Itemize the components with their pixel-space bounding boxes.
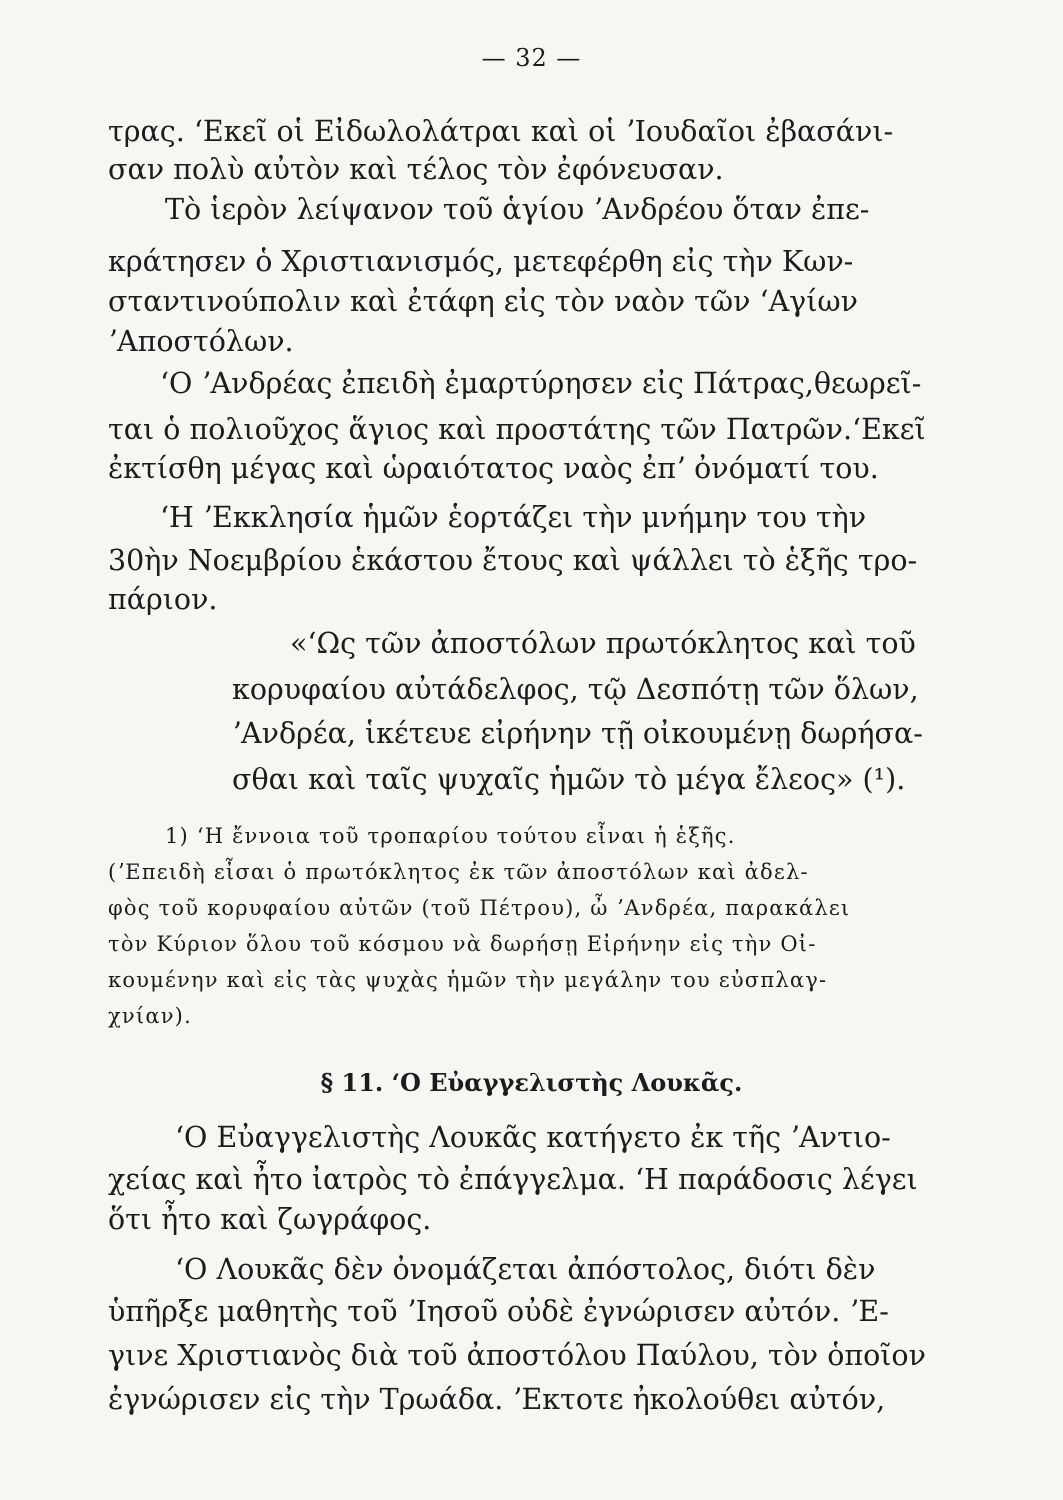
text-line: τρας. ʻΕκεῖ οἱ Εἰδωλολάτραι καὶ οἱ ʼΙουδαῖοι ἐβασάνι- xyxy=(108,115,894,148)
text-line: σαν πολὺ αὐτὸν καὶ τέλος τὸν ἐφόνευσαν. xyxy=(108,153,724,186)
page-number: — 32 — xyxy=(481,44,582,72)
text-line: ὅτι ἦτο καὶ ζωγράφος. xyxy=(108,1203,432,1236)
text-line: ʼΑποστόλων. xyxy=(108,325,294,358)
hymn-line: «ʻΩς τῶν ἀποστόλων πρωτόκλητος καὶ τοῦ xyxy=(290,627,916,660)
text-line: πάριον. xyxy=(108,583,218,616)
text-line: ʻΟ ʼΑνδρέας ἐπειδὴ ἐμαρτύρησεν εἰς Πάτρας,θεωρεῖ- xyxy=(160,367,922,400)
text-line: ται ὁ πολιοῦχος ἅγιος καὶ προστάτης τῶν Πατρῶν.ʻΕκεῖ xyxy=(108,413,926,446)
section-heading: § 11. ʻΟ Εὐαγγελιστὴς Λουκᾶς. xyxy=(320,1068,743,1097)
text-line: ʻΗ ʼΕκκλησία ἡμῶν ἑορτάζει τὴν μνήμην του τὴν xyxy=(160,501,867,534)
text-line: ὑπῆρξε μαθητὴς τοῦ ʼΙησοῦ οὐδὲ ἐγνώρισεν αὐτόν. ʼΕ- xyxy=(108,1295,889,1328)
text-line: χείας καὶ ἦτο ἰατρὸς τὸ ἐπάγγελμα. ʻΗ παράδοσις λέγει xyxy=(108,1163,918,1196)
hymn-line: ʼΑνδρέα, ἱκέτευε εἰρήνην τῇ οἰκουμένῃ δωρήσα- xyxy=(232,717,923,750)
hymn-line: σθαι καὶ ταῖς ψυχαῖς ἡμῶν τὸ μέγα ἔλεος» (¹). xyxy=(232,763,906,796)
hymn-line: κορυφαίου αὐτάδελφος, τῷ Δεσπότῃ τῶν ὅλων, xyxy=(232,673,919,706)
text-line: Τὸ ἱερὸν λείψανον τοῦ ἁγίου ʼΑνδρέου ὅταν ἐπε- xyxy=(165,193,870,226)
text-line: κράτησεν ὁ Χριστιανισμός, μετεφέρθη εἰς τὴν Κων- xyxy=(108,245,854,278)
text-line: 30ὴν Νοεμβρίου ἑκάστου ἔτους καὶ ψάλλει τὸ ἑξῆς τρο- xyxy=(108,544,918,577)
text-line: ʻΟ Λουκᾶς δὲν ὀνομάζεται ἀπόστολος, διότι δὲν xyxy=(175,1253,876,1286)
footnote-line: χνίαν). xyxy=(108,1004,192,1028)
text-line: ʻΟ Εὐαγγελιστὴς Λουκᾶς κατήγετο ἐκ τῆς ʼΑντιο- xyxy=(175,1121,891,1154)
footnote-line: τὸν Κύριον ὅλου τοῦ κόσμου νὰ δωρήσῃ Εἰρήνην εἰς τὴν Οἰ- xyxy=(108,932,817,956)
text-line: γινε Χριστιανὸς διὰ τοῦ ἀποστόλου Παύλου, τὸν ὁποῖον xyxy=(108,1339,926,1372)
text-line: ἐγνώρισεν εἰς τὴν Τρωάδα. ʼΕκτοτε ἠκολούθει αὐτόν, xyxy=(108,1383,886,1416)
footnote-line: φὸς τοῦ κορυφαίου αὐτῶν (τοῦ Πέτρου), ὦ ʼΑνδρέα, παρακάλει xyxy=(108,896,851,920)
text-line: σταντινούπολιν καὶ ἐτάφη εἰς τὸν ναὸν τῶν ʻΑγίων xyxy=(108,285,858,318)
footnote-line: (ʼΕπειδὴ εἶσαι ὁ πρωτόκλητος ἐκ τῶν ἀποστόλων καὶ ἀδελ- xyxy=(108,860,809,884)
footnote-line: κουμένην καὶ εἰς τὰς ψυχὰς ἡμῶν τὴν μεγάλην του εὐσπλαγ- xyxy=(108,968,828,992)
footnote-line: 1) ʻΗ ἔννοια τοῦ τροπαρίου τούτου εἶναι ἡ ἑξῆς. xyxy=(165,824,736,848)
text-line: ἐκτίσθη μέγας καὶ ὡραιότατος ναὸς ἐπʼ ὀνόματί του. xyxy=(108,452,879,485)
